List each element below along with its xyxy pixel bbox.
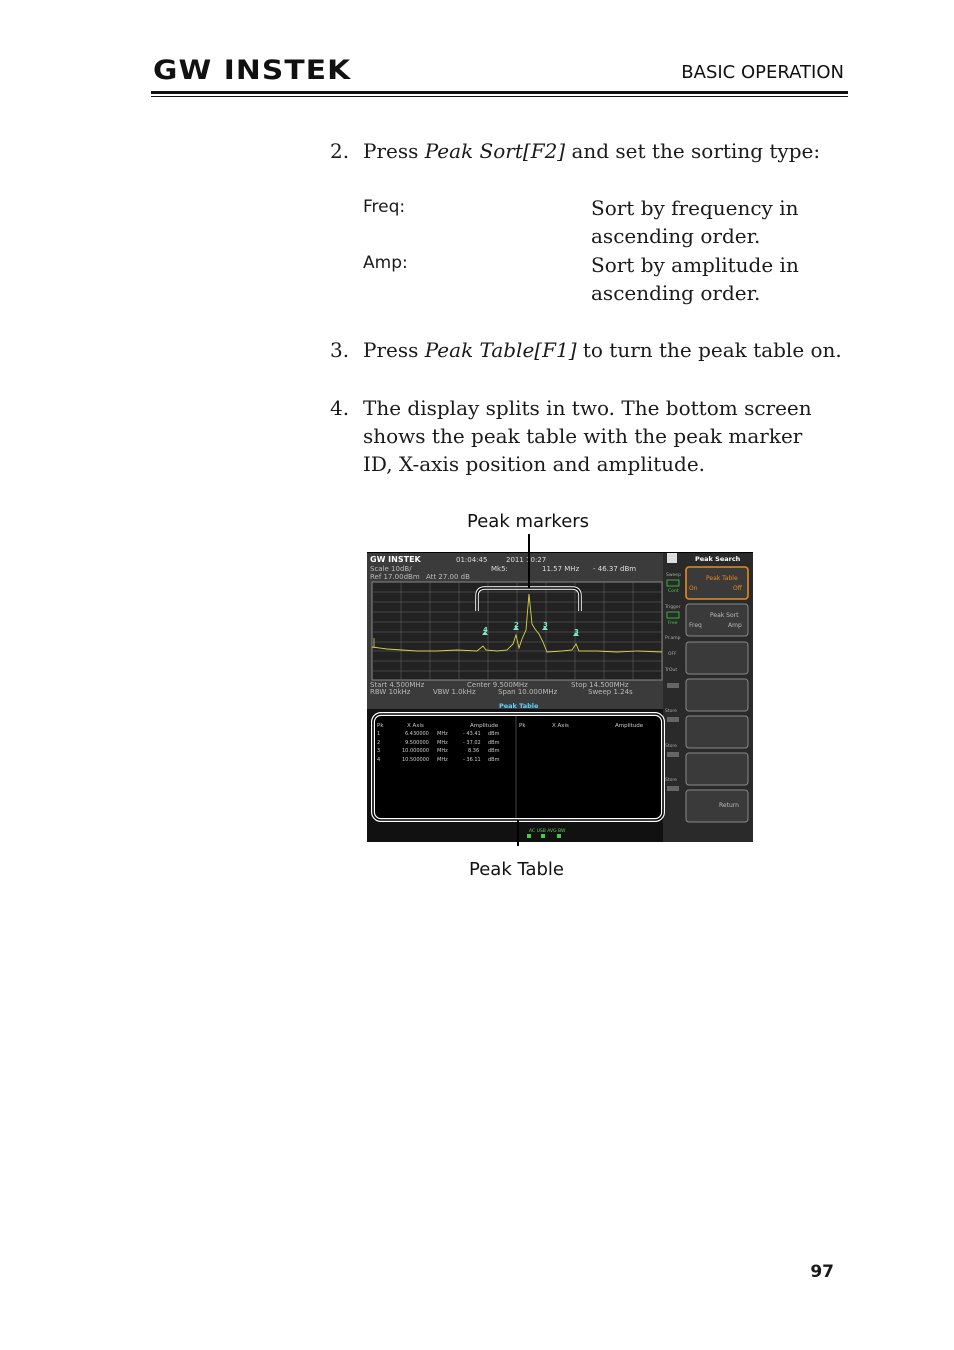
col-x-axis: X Axis [552,723,569,729]
key-name: Peak Sort[F2] [424,139,566,163]
screen-scale: Scale 10dB/ [370,565,412,573]
table-cell: 9.500000 [405,740,429,746]
status-text: AC USB AVG BW [529,829,566,834]
side-label: Store [665,709,677,714]
screen-rbw: RBW 10kHz [370,688,411,696]
step-number: 4. [330,396,350,420]
softkey-peak-sort[interactable] [686,604,748,636]
softkey-label: Peak Sort [710,612,739,619]
softkey-option-on: On [689,585,698,592]
step-number: 2. [330,139,350,163]
col-x-axis: X Axis [407,723,424,729]
table-cell: dBm [488,748,500,754]
screen-time: 01:04:45 [456,556,488,564]
screen-ref: Ref 17.00dBm [370,573,420,581]
table-cell: dBm [488,731,500,737]
table-cell: 1 [377,731,381,737]
menu-title: Peak Search [695,555,741,563]
side-label: Free [668,621,678,626]
col-pk: Pk [519,723,526,729]
step-number: 3. [330,338,350,362]
side-label: Pr.amp [665,636,681,641]
step-text: Press Peak Table[F1] to turn the peak table on. [363,338,842,362]
softkey-label: Peak Table [706,575,738,582]
softkey-option-off: Off [733,585,742,592]
side-label: Store [665,778,677,783]
screen-marker: Mk5: [491,565,508,573]
menu-icon [667,553,677,563]
peak-table [373,714,663,820]
step-text: The display splits in two. The bottom screen shows the peak table with the peak marker ID, X-axis position and amplitude. [363,396,812,476]
side-label: OFF [668,652,677,657]
table-cell: MHz [437,748,448,754]
screen-center: Center 9.500MHz [467,681,528,689]
softkey-option-freq: Freq [689,622,702,629]
col-pk: Pk [377,723,384,729]
table-cell: 6.430000 [405,731,429,737]
header-rule [151,91,848,94]
peak-marker-label: 4 [483,626,488,634]
sort-desc-amp: Sort by amplitude in ascending order. [591,253,799,305]
callout-peak-markers: Peak markers [467,511,590,532]
side-label: Cont [668,589,679,594]
table-cell: 8.36 [468,748,480,754]
softkey-blank[interactable] [686,716,748,748]
screen-marker-amp: - 46.37 dBm [593,565,637,573]
brand-logo: GW INSTEK [153,55,352,86]
peak-marker-label: 3 [574,628,579,636]
section-title: BASIC OPERATION [681,62,844,83]
instrument-screenshot [367,534,753,846]
page-number: 97 [810,1262,834,1282]
screen-span: Span 10.000MHz [498,688,558,696]
side-label: TrOut [665,668,678,673]
table-cell: - 43.41 [463,731,481,737]
table-cell: 4 [377,757,381,763]
softkey-blank[interactable] [686,753,748,785]
sort-desc-freq: Sort by frequency in ascending order. [591,196,799,248]
screen-brand: GW INSTEK [370,555,421,564]
softkey-label: Return [719,802,739,809]
table-cell: MHz [437,731,448,737]
screen-marker-freq: 11.57 MHz [542,565,580,573]
softkey-blank[interactable] [686,679,748,711]
table-cell: 10.000000 [402,748,430,754]
table-cell: - 36.11 [463,757,481,763]
table-cell: MHz [437,757,448,763]
sort-term-freq: Freq: [363,197,406,217]
key-name: Peak Table[F1] [424,338,577,362]
softkey-blank[interactable] [686,642,748,674]
table-cell: dBm [488,740,500,746]
table-cell: 3 [377,748,381,754]
col-amplitude: Amplitude [470,723,499,729]
screen-date: 2011 10:27 [506,556,547,564]
screen-att: Att 27.00 dB [426,573,470,581]
side-label: Trigger [665,605,681,610]
side-label: Store [665,744,677,749]
sort-term-amp: Amp: [363,253,408,273]
graticule [372,582,662,680]
peak-marker-label: 2 [514,621,519,629]
screen-vbw: VBW 1.0kHz [433,688,476,696]
table-cell: MHz [437,740,448,746]
softkey-option-amp: Amp [728,622,742,629]
table-cell: 2 [377,740,381,746]
softkey-peak-table[interactable] [686,567,748,599]
peak-marker-label: 3 [543,621,548,629]
side-label: Sweep [666,573,681,578]
table-cell: 10.500000 [402,757,430,763]
screen-stop: Stop 14.500MHz [571,681,629,689]
screen-sweep: Sweep 1.24s [588,688,633,696]
screen-start: Start 4.500MHz [370,681,425,689]
col-amplitude: Amplitude [615,723,644,729]
screen-table-title: Peak Table [499,702,539,710]
header-rule-thin [151,96,848,97]
table-cell: - 37.02 [463,740,481,746]
table-cell: dBm [488,757,500,763]
callout-peak-table: Peak Table [469,859,565,880]
step-text: Press Peak Sort[F2] and set the sorting type: [363,139,821,163]
softkey-return[interactable] [686,790,748,822]
